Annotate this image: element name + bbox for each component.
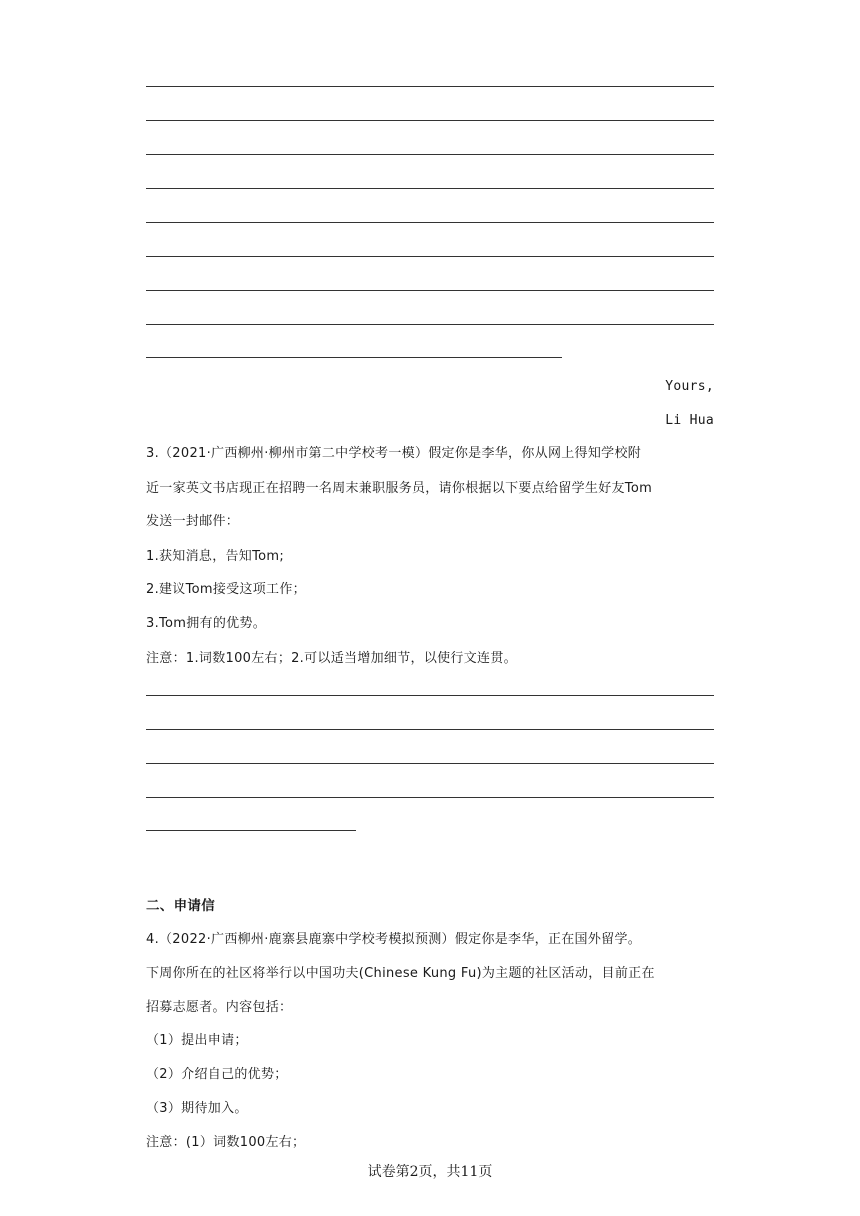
question-4-text: 下周你所在的社区将举行以中国功夫(Chinese Kung Fu)为主题的社区活动，目前正在	[146, 966, 655, 981]
answer-line	[146, 695, 714, 696]
question-4-point: （3）期待加入。	[146, 1101, 248, 1116]
answer-line	[146, 256, 714, 257]
answer-line	[146, 729, 714, 730]
answer-line	[146, 154, 714, 155]
answer-line	[146, 324, 714, 325]
question-4-point: （2）介绍自己的优势；	[146, 1067, 288, 1082]
question-4-note: 注意：(1）词数100左右；	[146, 1135, 306, 1150]
question-4-point: （1）提出申请；	[146, 1033, 248, 1048]
question-3-text: 3.（2021·广西柳州·柳州市第二中学校考一模）假定你是李华，你从网上得知学校附	[146, 446, 642, 461]
answer-line	[146, 188, 714, 189]
question-3-text: 发送一封邮件：	[146, 514, 240, 529]
question-4-text: 招募志愿者。内容包括：	[146, 1000, 293, 1015]
answer-line	[146, 120, 714, 121]
question-3-point: 2.建议Tom接受这项工作；	[146, 582, 306, 597]
answer-line	[146, 222, 714, 223]
answer-line	[146, 797, 714, 798]
question-3-text: 近一家英文书店现正在招聘一名周末兼职服务员，请你根据以下要点给留学生好友Tom	[146, 481, 653, 496]
question-3-point: 1.获知消息，告知Tom;	[146, 549, 285, 564]
section-heading: 二、申请信	[146, 898, 215, 914]
page-footer: 试卷第2页，共11页	[367, 1164, 493, 1180]
question-3-note: 注意：1.词数100左右；2.可以适当增加细节，以使行文连贯。	[146, 651, 517, 666]
answer-line-short	[146, 357, 562, 358]
answer-line	[146, 763, 714, 764]
closing-text: Yours,	[665, 379, 714, 394]
answer-line	[146, 290, 714, 291]
question-4-text: 4.（2022·广西柳州·鹿寨县鹿寨中学校考模拟预测）假定你是李华，正在国外留学。	[146, 932, 642, 947]
question-3-point: 3.Tom拥有的优势。	[146, 616, 267, 631]
signature-name: Li Hua	[665, 413, 714, 428]
answer-line-short	[146, 830, 356, 831]
answer-line	[146, 86, 714, 87]
